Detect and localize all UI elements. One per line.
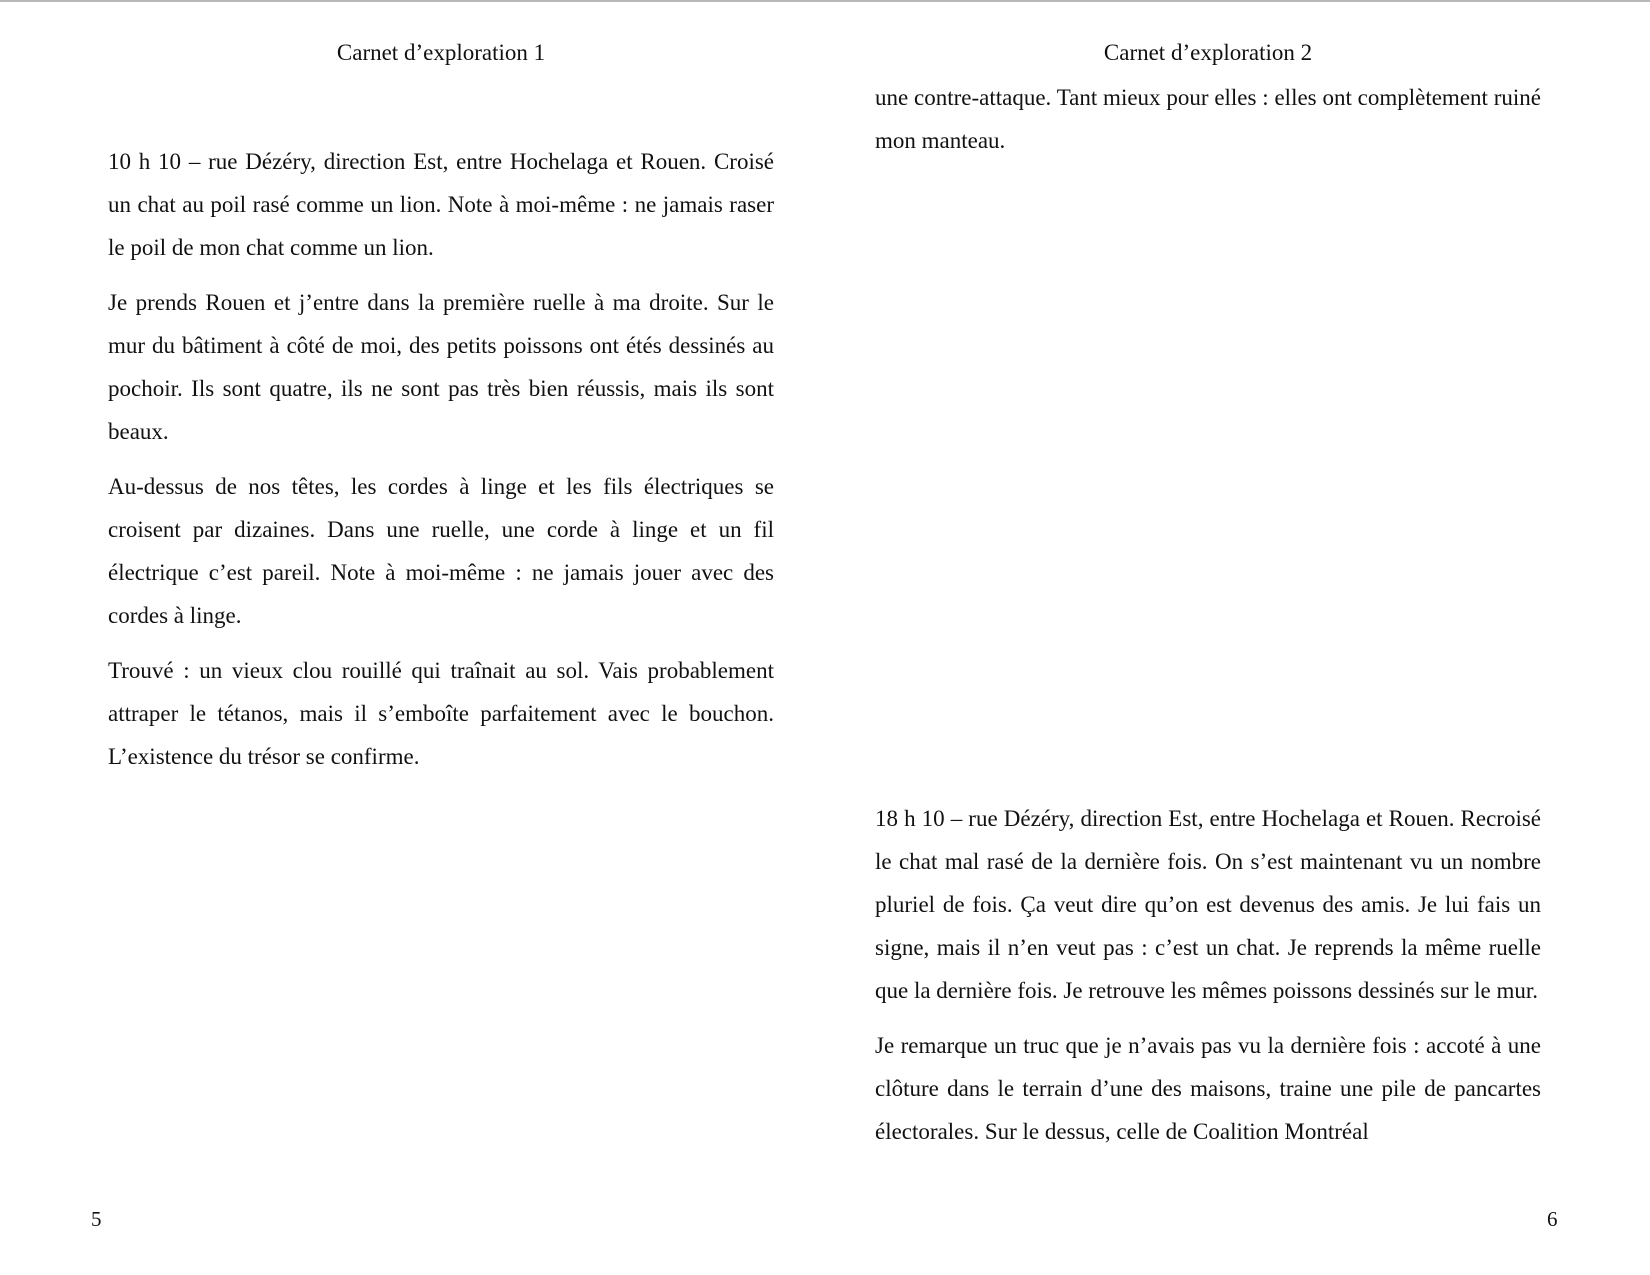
right-page-body xyxy=(875,797,1541,1165)
paragraph: 18 h 10 – rue Dézéry, direction Est, entre Hochelaga et Rouen. Recroisé le chat mal rasé de la dernière fois. On s’est maintenant vu un nombre pluriel de fois. Ça veut dire qu’on est devenus des amis. Je lui fais un signe, mais il n’en veut pas : c’est un chat. Je reprends la même ruelle que la dernière fois. Je retrouve les mêmes poissons dessinés sur le mur. xyxy=(875,806,1541,1003)
paragraph: 10 h 10 – rue Dézéry, direction Est, entre Hochelaga et Rouen. Croisé un chat au poil rasé comme un lion. Note à moi-même : ne jamais raser le poil de mon chat comme un lion. xyxy=(108,149,774,260)
page-number-left: 5 xyxy=(91,1207,102,1231)
paragraph: Je prends Rouen et j’entre dans la première ruelle à ma droite. Sur le mur du bâtiment à côté de moi, des petits poissons ont étés dessinés au pochoir. Ils sont quatre, ils ne sont pas très bien réussis, mais ils sont beaux. xyxy=(108,290,774,444)
right-page xyxy=(825,0,1650,1275)
paragraph: Au-dessus de nos têtes, les cordes à linge et les fils électriques se croisent par dizaines. Dans une ruelle, une corde à linge et un fil électrique c’est pareil. Note à moi-même : ne jamais jouer avec des cordes à linge. xyxy=(108,474,774,628)
running-head-right: Carnet d’exploration 2 xyxy=(1103,40,1313,65)
page-number-right: 6 xyxy=(1547,1207,1558,1231)
right-page-continued-text xyxy=(875,76,1541,174)
paragraph: Trouvé : un vieux clou rouillé qui traînait au sol. Vais probablement attraper le tétanos, mais il s’emboîte parfaitement avec le bouchon. L’existence du trésor se confirme. xyxy=(108,658,774,769)
paragraph: une contre-attaque. Tant mieux pour elles : elles ont complètement ruiné mon manteau. xyxy=(875,85,1541,153)
running-head-left: Carnet d’exploration 1 xyxy=(336,40,546,65)
paragraph: Je remarque un truc que je n’avais pas vu la dernière fois : accoté à une clôture dans le terrain d’une des maisons, traine une pile de pancartes électorales. Sur le dessus, celle de Coalition Montréal xyxy=(875,1033,1541,1144)
left-page-body xyxy=(108,140,774,790)
